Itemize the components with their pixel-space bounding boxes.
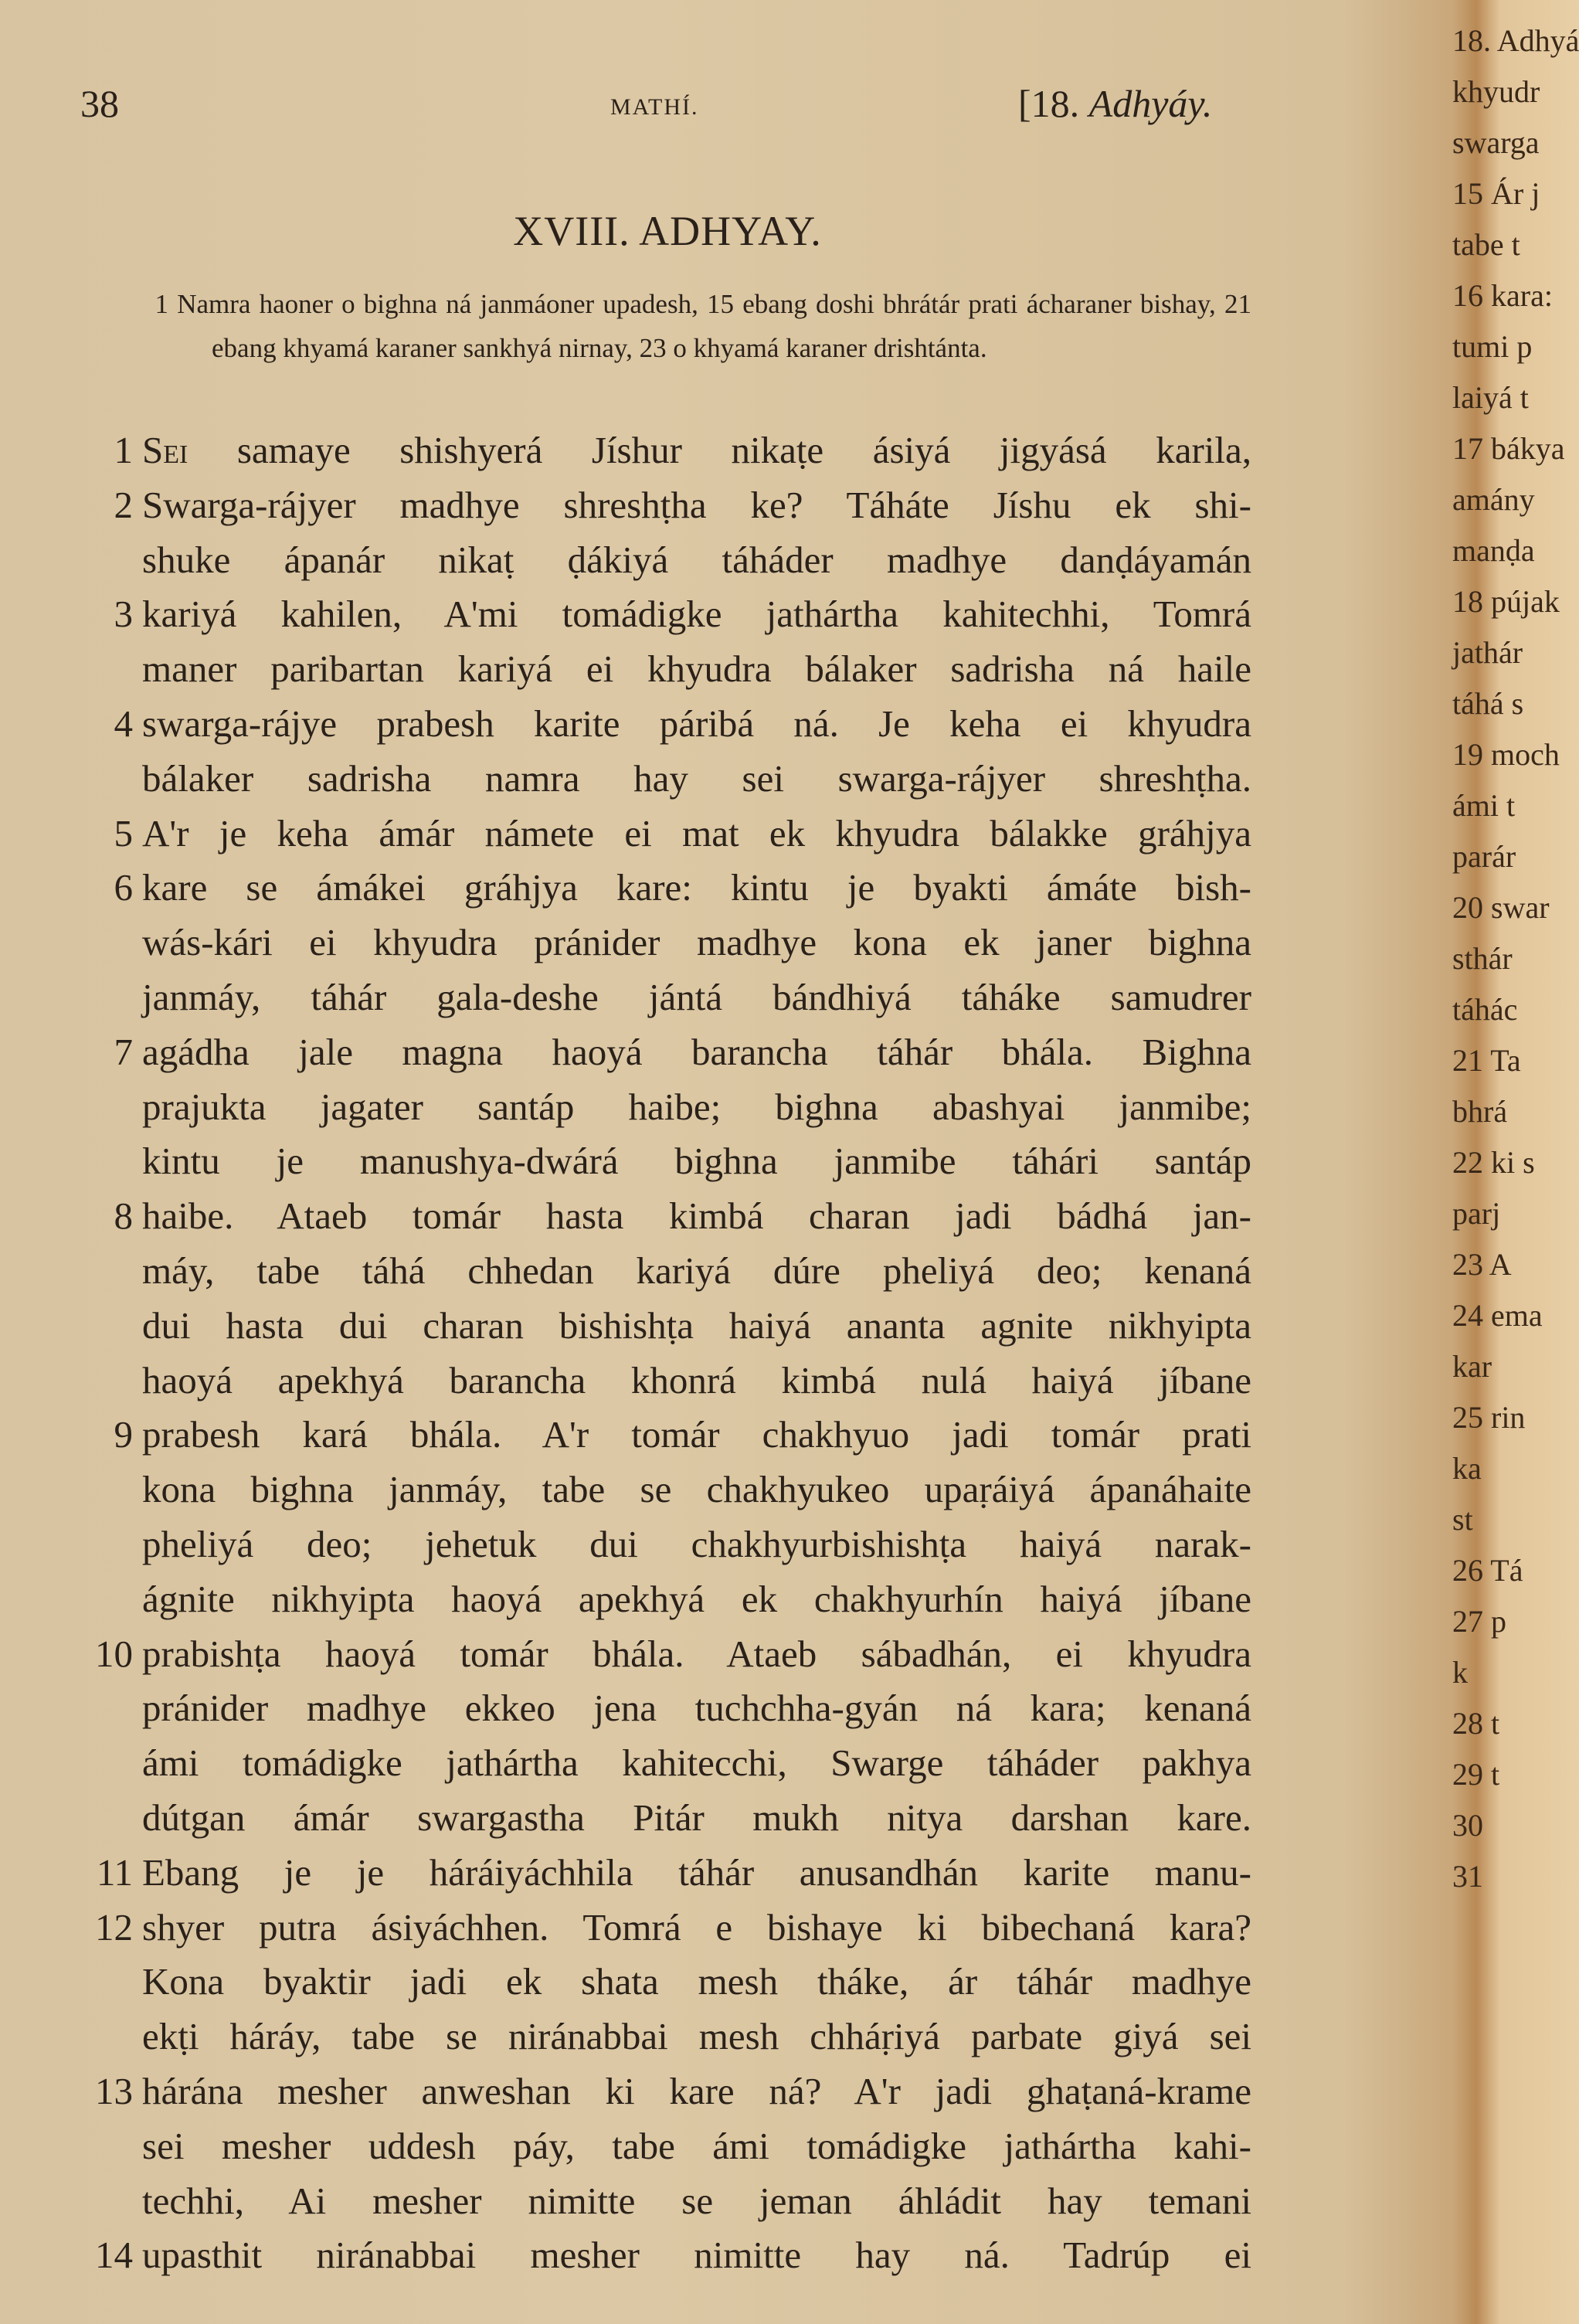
verse-text: [77, 423, 1251, 2283]
line-text: dútgan ámár swargastha Pitár mukh nitya darshan kare.: [142, 1796, 1251, 1839]
line-text: Swarga-rájyer madhye shreshṭha ke? Táháte Jíshu ek shi-: [142, 483, 1251, 526]
line-text: kare se ámákei gráhjya kare: kintu je byakti ámáte bish-: [142, 866, 1251, 909]
text-line: [77, 642, 1251, 697]
line-text: shuke ápanár nikaṭ ḍákiyá táháder madhye danḍáyamán: [142, 538, 1251, 581]
text-line: [77, 1681, 1251, 1736]
chapter-summary: 1 Namra haoner o bighna ná janmáoner upadesh, 15 ebang doshi bhrátár prati ácharaner bishay, 21 ebang khyamá karaner sankhyá nirnay, 23 o khyamá karaner drishtánta.: [155, 289, 1251, 363]
line-text: dui hasta dui charan bishishṭa haiyá ananta agnite nikhyipta: [142, 1303, 1251, 1347]
line-text: upasthit niránabbai mesher nimitte hay ná. Tadrúp ei: [142, 2234, 1251, 2277]
line-text: Kona byaktir jadi ek shata mesh tháke, ár táhár madhye: [142, 1960, 1251, 2003]
text-line: [77, 423, 1251, 478]
text-line: [77, 1463, 1251, 1517]
facing-page-fragment: khyudr: [1452, 74, 1540, 109]
verse-number: 4: [114, 702, 133, 745]
facing-page-fragment: ámi t: [1452, 788, 1516, 823]
line-text: kariyá kahilen, A'mi tomádigke jathártha kahitechhi, Tomrá: [142, 593, 1251, 636]
facing-page-fragment: 31: [1452, 1859, 1483, 1894]
line-text: kona bighna janmáy, tabe se chakhyukeo upaṛáiyá ápanáhaite: [142, 1468, 1251, 1511]
verse-number: 9: [114, 1413, 133, 1456]
text-line: [77, 916, 1251, 970]
text-line: [77, 1408, 1251, 1463]
line-text: ekṭi háráy, tabe se niránabbai mesh chháṛiyá parbate giyá sei: [142, 2015, 1251, 2058]
verse-number: 14: [95, 2234, 133, 2277]
facing-page-fragment: swarga: [1452, 125, 1540, 160]
text-line: [77, 861, 1251, 916]
text-line: [77, 1244, 1251, 1299]
facing-page-fragment: 16 kara:: [1452, 278, 1553, 313]
text-line: [77, 478, 1251, 533]
verse-number: 10: [95, 1632, 133, 1675]
line-rest: samaye shishyerá Jíshur nikaṭe ásiyá jigyásá karila,: [188, 429, 1251, 471]
line-text: bálaker sadrisha namra hay sei swarga-rájyer shreshṭha.: [142, 756, 1251, 800]
line-text: swarga-rájye prabesh karite páribá ná. Je keha ei khyudra: [142, 702, 1251, 745]
page-number: 38: [80, 82, 119, 125]
text-line: [77, 1955, 1251, 2010]
line-text: janmáy, táhár gala-deshe jántá bándhiyá táháke samudrer: [142, 975, 1251, 1018]
facing-page-fragment: amány: [1452, 482, 1535, 517]
facing-page-fragment: táhá s: [1452, 686, 1524, 721]
line-text: [142, 423, 1251, 478]
facing-page-fragment: 17 bákya: [1452, 431, 1565, 466]
verse-number: 1: [114, 429, 133, 471]
text-line: [77, 1354, 1251, 1408]
facing-page-fragment: ka: [1452, 1451, 1482, 1486]
running-head: MATHÍ.: [610, 94, 699, 120]
verse-number: 13: [95, 2069, 133, 2112]
text-line: [77, 1791, 1251, 1846]
text-line: [77, 2228, 1251, 2283]
verse-number: 12: [95, 1905, 133, 1949]
chapter-bracket: [18.: [1018, 82, 1080, 125]
facing-page-fragment: sthár: [1452, 941, 1513, 976]
line-text: ágnite nikhyipta haoyá apekhyá ek chakhyurhín haiyá jíbane: [142, 1577, 1251, 1620]
line-text: hárána mesher anweshan ki kare ná? A'r jadi ghaṭaná-krame: [142, 2069, 1251, 2112]
facing-page-fragment: 29 t: [1452, 1757, 1500, 1792]
line-text: maner paribartan kariyá ei khyudra bálaker sadrisha ná haile: [142, 647, 1251, 691]
facing-page-fragment: 15 Ár j: [1452, 176, 1540, 211]
text-line: [77, 752, 1251, 807]
facing-page-fragment: tumi p: [1452, 329, 1533, 364]
line-text: ámi tomádigke jathártha kahitecchi, Swarge táháder pakhya: [142, 1741, 1251, 1785]
facing-page-fragment: k: [1452, 1655, 1468, 1690]
text-line: [77, 1025, 1251, 1080]
facing-page-fragment: kar: [1452, 1349, 1492, 1384]
chapter-reference: [1018, 81, 1212, 126]
line-text: prabishṭa haoyá tomár bhála. Ataeb sábadhán, ei khyudra: [142, 1632, 1251, 1675]
line-text: pránider madhye ekkeo jena tuchchha-gyán ná kara; kenaná: [142, 1687, 1251, 1730]
facing-page-fragment: laiyá t: [1452, 380, 1529, 415]
facing-page-fragment: st: [1452, 1502, 1473, 1537]
facing-page-fragment: parj: [1452, 1196, 1501, 1231]
facing-page-fragment: manḍa: [1452, 533, 1535, 568]
facing-page-fragment: bhrá: [1452, 1094, 1508, 1129]
facing-page-fragment: 19 moch: [1452, 737, 1560, 772]
facing-page-edge: [1452, 15, 1579, 1902]
facing-page-fragment: táhác: [1452, 992, 1518, 1027]
facing-page-fragment: 18 pújak: [1452, 584, 1560, 619]
line-text: A'r je keha ámár námete ei mat ek khyudra bálakke gráhjya: [142, 811, 1251, 855]
text-line: [77, 970, 1251, 1025]
facing-page-fragment: jathár: [1452, 635, 1523, 670]
text-line: [77, 1134, 1251, 1189]
first-word: Sei: [142, 429, 188, 471]
facing-page-fragment: parár: [1452, 839, 1516, 874]
verse-number: 3: [114, 593, 133, 636]
chapter-ref-text: Adhyáy.: [1088, 82, 1213, 125]
line-text: shyer putra ásiyáchhen. Tomrá e bishaye ki bibechaná kara?: [142, 1905, 1251, 1949]
text-line: [77, 2064, 1251, 2119]
facing-page-fragment: 30: [1452, 1808, 1483, 1843]
line-text: agádha jale magna haoyá barancha táhár bhála. Bighna: [142, 1030, 1251, 1073]
chapter-title: XVIII. ADHYAY.: [513, 208, 822, 254]
verse-number: 8: [114, 1194, 133, 1238]
facing-page-fragment: 28 t: [1452, 1706, 1500, 1741]
verse-number: 2: [114, 483, 133, 526]
line-text: Ebang je je háráiyáchhila táhár anusandhán karite manu-: [142, 1850, 1251, 1894]
text-line: [77, 1627, 1251, 1682]
verse-number: 7: [114, 1030, 133, 1073]
text-line: [77, 1846, 1251, 1901]
line-text: prabesh kará bhála. A'r tomár chakhyuo jadi tomár prati: [142, 1413, 1251, 1456]
text-line: [77, 1572, 1251, 1627]
verse-number: 6: [114, 866, 133, 909]
line-text: pheliyá deo; jehetuk dui chakhyurbishishṭa haiyá narak-: [142, 1522, 1251, 1565]
facing-page-fragment: 20 swar: [1452, 890, 1550, 925]
line-text: wás-kári ei khyudra pránider madhye kona ek janer bighna: [142, 921, 1251, 964]
facing-page-fragment: 25 rin: [1452, 1400, 1526, 1435]
text-line: [77, 2174, 1251, 2229]
text-line: [77, 1901, 1251, 1955]
facing-page-fragment: 27 p: [1452, 1604, 1506, 1639]
text-line: [77, 587, 1251, 642]
text-line: [77, 2010, 1251, 2064]
text-line: [77, 1299, 1251, 1354]
facing-page-fragment: 23 A: [1452, 1247, 1512, 1282]
text-line: [77, 2119, 1251, 2174]
verse-number: 5: [114, 811, 133, 855]
verse-number: 11: [96, 1850, 133, 1894]
line-text: máy, tabe táhá chhedan kariyá dúre pheliyá deo; kenaná: [142, 1249, 1251, 1292]
text-line: [77, 1736, 1251, 1791]
line-text: haibe. Ataeb tomár hasta kimbá charan jadi bádhá jan-: [142, 1194, 1251, 1238]
facing-page-fragment: 26 Tá: [1452, 1553, 1523, 1588]
line-text: sei mesher uddesh páy, tabe ámi tomádigke jathártha kahi-: [142, 2124, 1251, 2167]
line-text: prajukta jagater santáp haibe; bighna abashyai janmibe;: [142, 1085, 1251, 1128]
facing-page-fragment: 18. Adhyá: [1452, 23, 1579, 58]
facing-page-fragment: tabe t: [1452, 227, 1520, 262]
line-text: haoyá apekhyá barancha khonrá kimbá nulá haiyá jíbane: [142, 1358, 1251, 1402]
facing-page-fragment: 21 Ta: [1452, 1043, 1521, 1078]
text-line: [77, 1080, 1251, 1135]
line-text: techhi, Ai mesher nimitte se jeman áhládit hay temani: [142, 2179, 1251, 2222]
text-line: [77, 697, 1251, 752]
line-text: kintu je manushya-dwárá bighna janmibe táhári santáp: [142, 1140, 1251, 1183]
facing-page-fragment: 22 ki s: [1452, 1145, 1535, 1180]
text-line: [77, 807, 1251, 861]
facing-page-fragment: 24 ema: [1452, 1298, 1543, 1333]
text-line: [77, 1517, 1251, 1572]
text-line: [77, 533, 1251, 588]
text-line: [77, 1189, 1251, 1244]
